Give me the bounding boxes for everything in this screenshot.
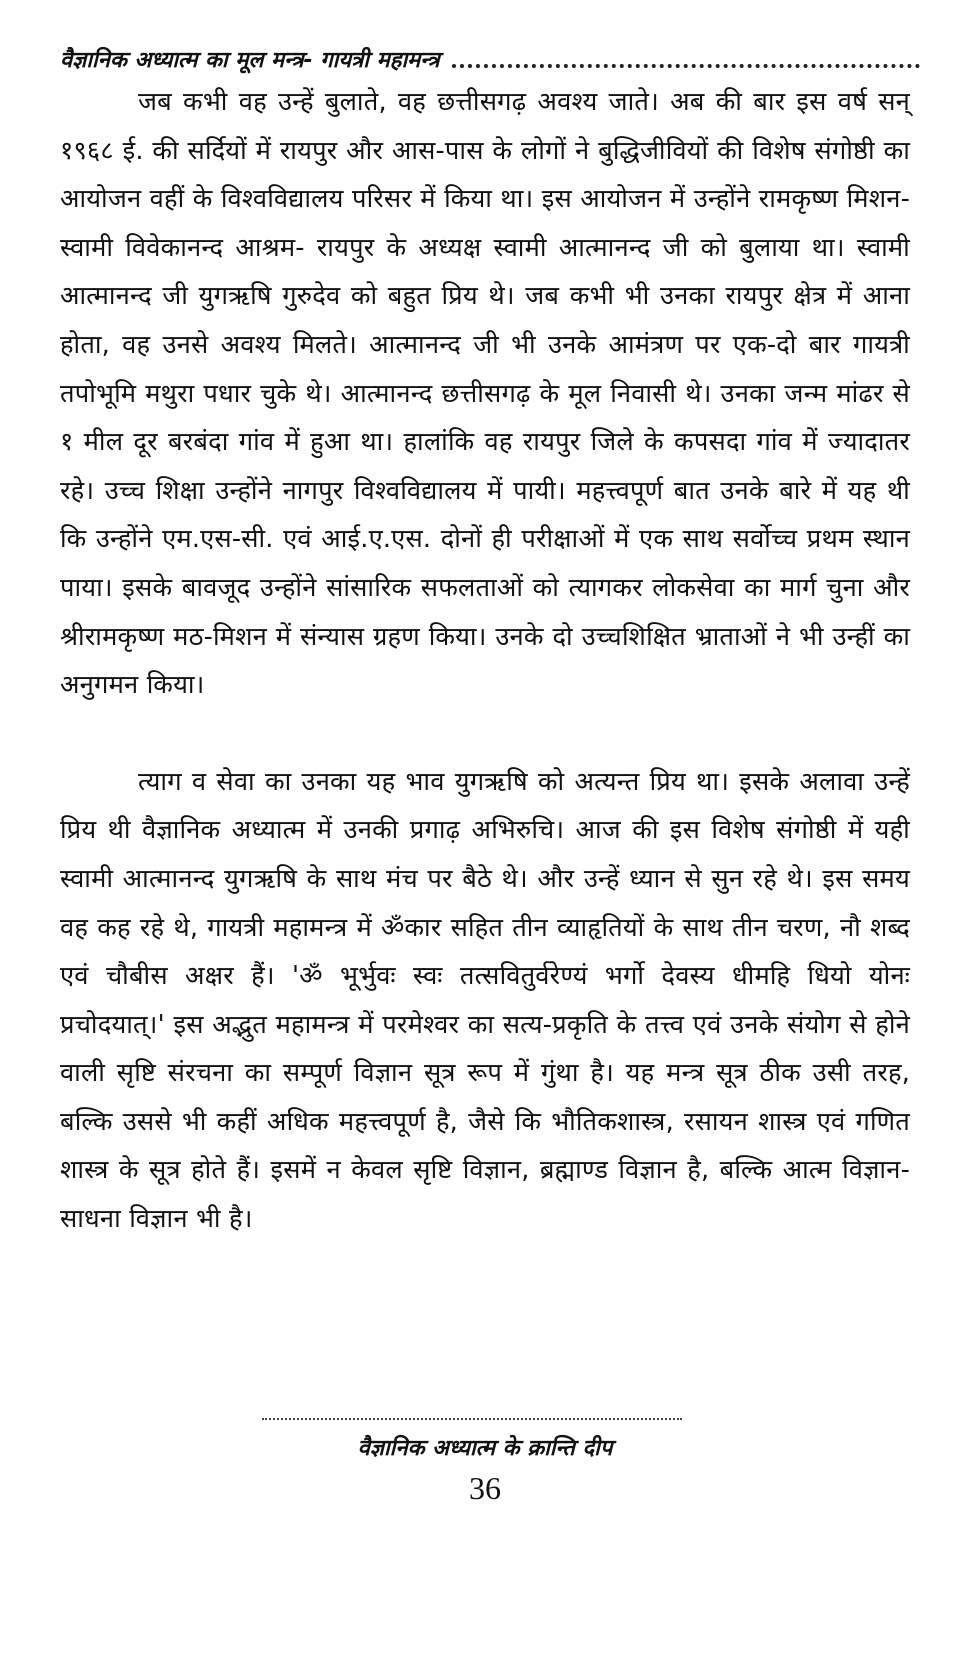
header-dotted-leader [452,63,920,68]
running-header [60,34,920,74]
footer-book-title: वैज्ञानिक अध्यात्म के क्रान्ति दीप [357,1436,613,1461]
footer-dotted-rule [262,1418,682,1420]
body-text [60,78,910,1244]
paragraph-2: त्याग व सेवा का उनका यह भाव युगऋषि को अत्यन्त प्रिय था। इसके अलावा उन्हें प्रिय थी वैज्ञानिक अध्यात्म में उनकी प्रगाढ़ अभिरुचि। आज की इस विशेष संगोष्ठी में यही स्वामी आत्मानन्द युगऋषि के साथ मंच पर बैठे थे। और उन्हें ध्यान से सुन रहे थे। इस समय वह कह रहे थे, गायत्री महामन्त्र में ॐकार सहित तीन व्याहृतियों के साथ तीन चरण, नौ शब्द एवं चौबीस अक्षर हैं। 'ॐ भूर्भुवः स्वः तत्सवितुर्वरेण्यं भर्गो देवस्य धीमहि धियो योनः प्रचोदयात्।' इस अद्भुत महामन्त्र में परमेश्वर का सत्य-प्रकृति के तत्त्व एवं उनके संयोग से होने वाली सृष्टि संरचना का सम्पूर्ण विज्ञान सूत्र रूप में गुंथा है। यह मन्त्र सूत्र ठीक उसी तरह, बल्कि उससे भी कहीं अधिक महत्त्वपूर्ण है, जैसे कि भौतिकशास्त्र, रसायन शास्त्र एवं गणित शास्त्र के सूत्र होते हैं। इसमें न केवल सृष्टि विज्ञान, ब्रह्माण्ड विज्ञान है, बल्कि आत्म विज्ञान-साधना विज्ञान भी है। [60,766,910,1235]
page-number: 36 [469,1470,501,1506]
running-header-title: वैज्ञानिक अध्यात्म का मूल मन्त्र- गायत्री महामन्त्र [60,48,440,73]
paragraph-1: जब कभी वह उन्हें बुलाते, वह छत्तीसगढ़ अवश्य जाते। अब की बार इस वर्ष सन् १९६८ ई. की सर्दियों में रायपुर और आस-पास के लोगों ने बुद्धिजीवियों की विशेष संगोष्ठी का आयोजन वहीं के विश्वविद्यालय परिसर में किया था। इस आयोजन में उन्होंने रामकृष्ण मिशन-स्वामी विवेकानन्द आश्रम- रायपुर के अध्यक्ष स्वामी आत्मानन्द जी को बुलाया था। स्वामी आत्मानन्द जी युगऋषि गुरुदेव को बहुत प्रिय थे। जब कभी भी उनका रायपुर क्षेत्र में आना होता, वह उनसे अवश्य मिलते। आत्मानन्द जी भी उनके आमंत्रण पर एक-दो बार गायत्री तपोभूमि मथुरा पधार चुके थे। आत्मानन्द छत्तीसगढ़ के मूल निवासी थे। उनका जन्म मांढर से १ मील दूर बरबंदा गांव में हुआ था। हालांकि वह रायपुर जिले के कपसदा गांव में ज्यादातर रहे। उच्च शिक्षा उन्होंने नागपुर विश्वविद्यालय में पायी। महत्त्वपूर्ण बात उनके बारे में यह थी कि उन्होंने एम.एस-सी. एवं आई.ए.एस. दोनों ही परीक्षाओं में एक साथ सर्वोच्च प्रथम स्थान पाया। इसके बावजूद उन्होंने सांसारिक सफलताओं को त्यागकर लोकसेवा का मार्ग चुना और श्रीरामकृष्ण मठ-मिशन में संन्यास ग्रहण किया। उनके दो उच्चशिक्षित भ्राताओं ने भी उन्हीं का अनुगमन किया। [60,87,910,701]
